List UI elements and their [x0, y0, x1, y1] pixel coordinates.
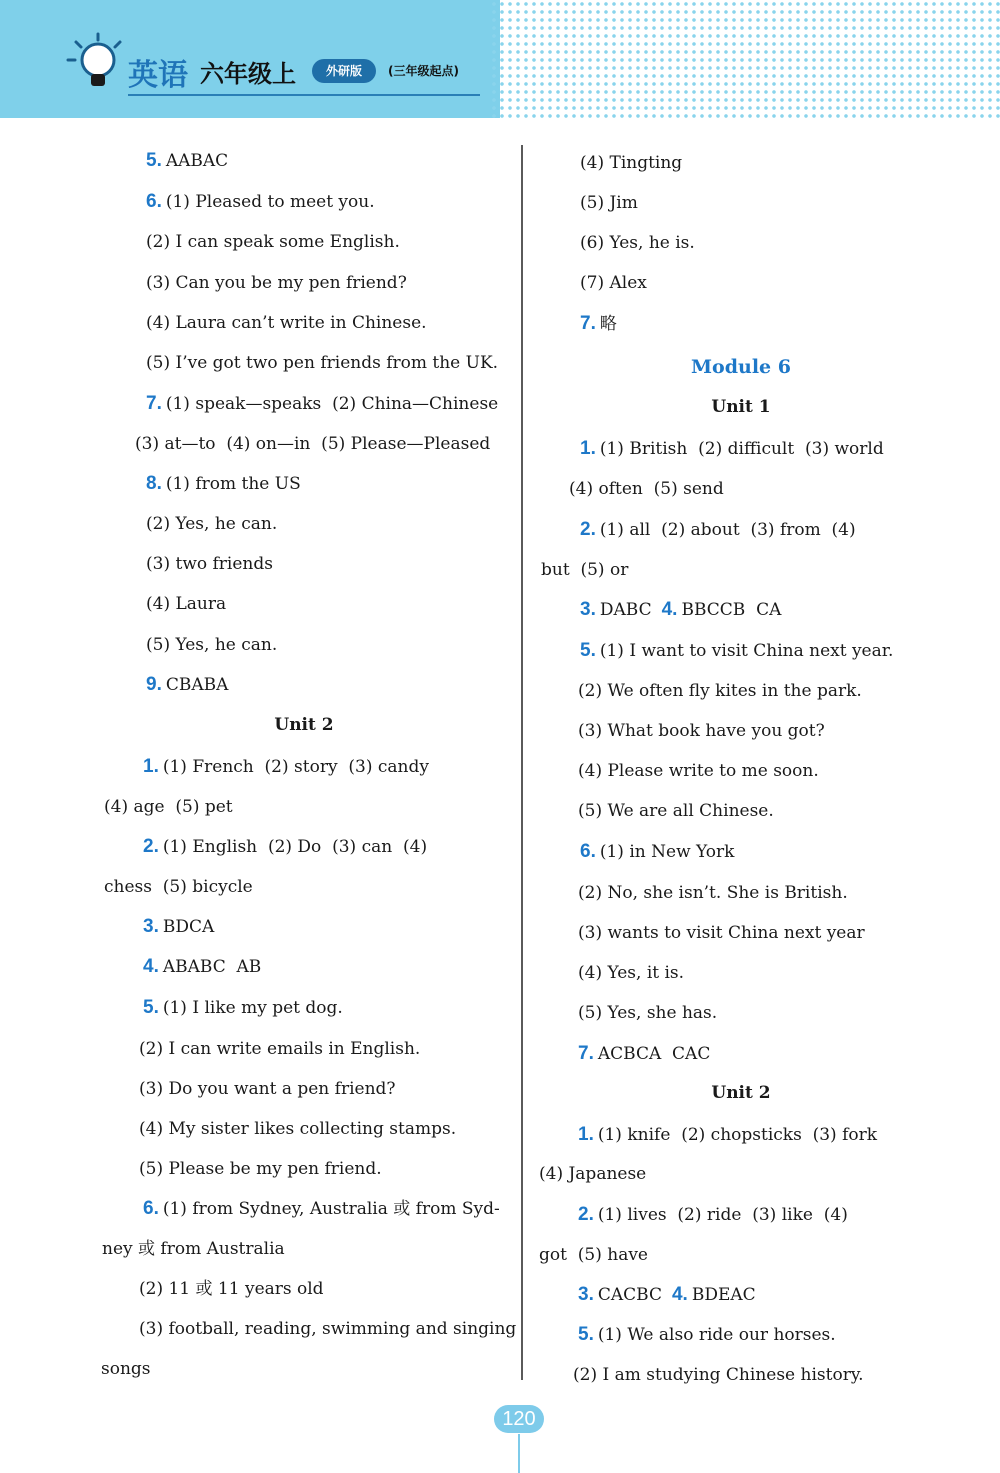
answer-line: [146, 393, 498, 415]
answer-text: but (5) or: [541, 560, 629, 580]
answer-line: [104, 796, 233, 818]
answer-text: 略: [599, 314, 617, 334]
answer-text: (6) Yes, he is.: [580, 233, 695, 253]
question-number: 6.: [146, 191, 162, 212]
answer-text: (3) Can you be my pen friend?: [146, 273, 407, 293]
question-number: 1.: [578, 1124, 594, 1145]
answer-line: [578, 1284, 756, 1306]
answer-line: [580, 152, 682, 174]
edition-badge: 外研版: [312, 59, 376, 83]
answer-text: (5) Yes, she has.: [578, 1003, 718, 1023]
answer-line: [146, 593, 226, 615]
answer-text: (4) My sister likes collecting stamps.: [139, 1119, 457, 1139]
header-dot-pattern: [490, 0, 1000, 118]
answer-line: [578, 1324, 836, 1346]
answer-text: (1) English (2) Do (3) can (4): [162, 837, 428, 857]
answer-line: [146, 312, 427, 334]
answer-line: [539, 1244, 648, 1266]
answer-text: (4) Japanese: [539, 1164, 647, 1184]
question-number: 7.: [578, 1043, 594, 1064]
answer-text: AABAC: [165, 151, 229, 171]
answer-line: [143, 997, 343, 1019]
question-number: 3.: [578, 1284, 594, 1305]
answer-line: [102, 1238, 285, 1260]
answer-line: [578, 1002, 717, 1024]
answer-line: [146, 352, 498, 374]
answer-line: [146, 513, 277, 535]
answer-text: ACBCA CAC: [597, 1044, 711, 1064]
answer-text: (4) Tingting: [580, 153, 683, 173]
answer-line: [580, 272, 647, 294]
answer-line: [573, 1364, 864, 1386]
answer-line: [580, 313, 617, 335]
question-number: 8.: [146, 473, 162, 494]
answer-line: [578, 1204, 848, 1226]
answer-text: (1) We also ride our horses.: [597, 1325, 836, 1345]
answer-text: (1) from Sydney, Australia 或 from Syd-: [162, 1199, 500, 1219]
question-number: 3.: [143, 916, 159, 937]
answer-line: [580, 519, 856, 541]
question-number: 5.: [146, 150, 162, 171]
unit-heading: Unit 1: [711, 397, 771, 417]
answer-text: (2) Yes, he can.: [146, 514, 278, 534]
answer-text: ney 或 from Australia: [102, 1239, 285, 1259]
answer-text: CACBC: [597, 1285, 662, 1305]
answer-line: [146, 191, 375, 213]
question-number: 3.: [580, 599, 596, 620]
answer-line: [135, 433, 490, 455]
answer-line: [580, 841, 734, 863]
answer-line: [541, 559, 628, 581]
answer-line: [580, 232, 695, 254]
module-heading: Module 6: [691, 356, 791, 378]
answer-text: (4) often (5) send: [569, 479, 724, 499]
answer-line: [578, 882, 848, 904]
header-underline: [128, 94, 480, 96]
answer-line: [578, 800, 774, 822]
answer-text: DABC: [599, 600, 652, 620]
question-number: 2.: [580, 519, 596, 540]
answer-line: [569, 478, 724, 500]
unit-heading: Unit 2: [711, 1083, 771, 1103]
answer-text: (2) I am studying Chinese history.: [573, 1365, 864, 1385]
answer-line: [146, 674, 228, 696]
answer-text: (2) We often fly kites in the park.: [578, 681, 862, 701]
answer-line: [578, 1043, 710, 1065]
answer-line: [139, 1078, 396, 1100]
answer-text: (4) Yes, it is.: [578, 963, 685, 983]
answer-text: (3) Do you want a pen friend?: [139, 1079, 396, 1099]
question-number: 5.: [580, 640, 596, 661]
question-number: 6.: [580, 841, 596, 862]
answer-text: (3) two friends: [146, 554, 273, 574]
question-number: 4.: [143, 956, 159, 977]
answer-line: [139, 1038, 420, 1060]
question-number: 2.: [578, 1204, 594, 1225]
question-number: 4.: [661, 599, 678, 620]
question-number: 6.: [143, 1198, 159, 1219]
answer-text: (4) Laura can’t write in Chinese.: [146, 313, 427, 333]
answer-line: [580, 438, 884, 460]
answer-line: [146, 272, 407, 294]
answer-line: [578, 760, 819, 782]
answer-text: (1) British (2) difficult (3) world: [599, 439, 884, 459]
answer-text: (4) age (5) pet: [104, 797, 233, 817]
question-number: 5.: [143, 997, 159, 1018]
answer-line: [104, 876, 253, 898]
answer-text: (1) lives (2) ride (3) like (4): [597, 1205, 848, 1225]
answer-text: (5) I’ve got two pen friends from the UK.: [146, 353, 499, 373]
answer-text: (4) Please write to me soon.: [578, 761, 819, 781]
answer-line: [578, 680, 862, 702]
answer-line: [143, 756, 429, 778]
answer-text: BBCCB CA: [681, 600, 782, 620]
answer-text: (5) Please be my pen friend.: [139, 1159, 382, 1179]
answer-line: [146, 553, 273, 575]
page-number: 120: [494, 1405, 544, 1433]
answer-text: (1) from the US: [165, 474, 301, 494]
answer-text: (1) I want to visit China next year.: [599, 641, 894, 661]
answer-text: (3) football, reading, swimming and singing: [139, 1319, 517, 1339]
answer-text: (1) Pleased to meet you.: [165, 192, 375, 212]
answer-text: (1) I like my pet dog.: [162, 998, 343, 1018]
answer-line: [580, 192, 638, 214]
answer-line: [139, 1278, 324, 1300]
answer-line: [578, 1124, 877, 1146]
answer-text: CBABA: [165, 675, 229, 695]
answer-text: (2) I can write emails in English.: [139, 1039, 421, 1059]
answer-text: (7) Alex: [580, 273, 647, 293]
answer-text: (5) We are all Chinese.: [578, 801, 774, 821]
answer-text: (1) knife (2) chopsticks (3) fork: [597, 1125, 878, 1145]
answer-line: [146, 231, 400, 253]
grade-title: 六年级上: [200, 60, 296, 88]
answer-text: (3) What book have you got?: [578, 721, 825, 741]
answer-text: (1) in New York: [599, 842, 735, 862]
answer-line: [139, 1158, 382, 1180]
answer-line: [139, 1318, 516, 1340]
answer-line: [146, 150, 228, 172]
answer-text: (2) 11 或 11 years old: [139, 1279, 324, 1299]
answer-line: [143, 956, 261, 978]
answer-text: (3) wants to visit China next year: [578, 923, 865, 943]
page-number-tick: [518, 1434, 520, 1473]
question-number: 1.: [580, 438, 596, 459]
answer-text: (5) Jim: [580, 193, 638, 213]
question-number: 4.: [671, 1284, 688, 1305]
answer-line: [146, 473, 301, 495]
column-divider: [521, 145, 523, 1380]
answer-line: [580, 640, 893, 662]
subject-title: 英语: [128, 58, 188, 93]
question-number: 7.: [146, 393, 162, 414]
answer-line: [578, 720, 825, 742]
answer-line: [139, 1118, 456, 1140]
question-number: 2.: [143, 836, 159, 857]
answer-text: (3) at—to (4) on—in (5) Please—Pleased: [135, 434, 491, 454]
answer-text: (1) French (2) story (3) candy: [162, 757, 429, 777]
answer-line: [539, 1163, 646, 1185]
answer-text: got (5) have: [539, 1245, 648, 1265]
answer-line: [580, 599, 781, 621]
question-number: 5.: [578, 1324, 594, 1345]
answer-text: (1) speak—speaks (2) China—Chinese: [165, 394, 499, 414]
answer-line: [143, 916, 214, 938]
answer-text: (2) I can speak some English.: [146, 232, 400, 252]
answer-line: [143, 836, 427, 858]
answer-text: (5) Yes, he can.: [146, 635, 278, 655]
question-number: 7.: [580, 313, 596, 334]
lightbulb-icon: [64, 30, 130, 96]
unit-heading: Unit 2: [274, 715, 334, 735]
answer-text: BDEAC: [691, 1285, 756, 1305]
answer-text: songs: [101, 1359, 151, 1379]
answer-line: [578, 962, 684, 984]
answer-text: BDCA: [162, 917, 215, 937]
answer-line: [143, 1198, 500, 1220]
answer-text: (2) No, she isn’t. She is British.: [578, 883, 848, 903]
answer-text: (4) Laura: [146, 594, 227, 614]
answer-text: ABABC AB: [162, 957, 262, 977]
answer-line: [578, 922, 865, 944]
answer-text: (1) all (2) about (3) from (4): [599, 520, 856, 540]
answer-line: [101, 1358, 151, 1380]
answer-text: chess (5) bicycle: [104, 877, 253, 897]
answer-line: [146, 634, 277, 656]
question-number: 9.: [146, 674, 162, 695]
start-note: (三年级起点): [388, 64, 459, 78]
question-number: 1.: [143, 756, 159, 777]
